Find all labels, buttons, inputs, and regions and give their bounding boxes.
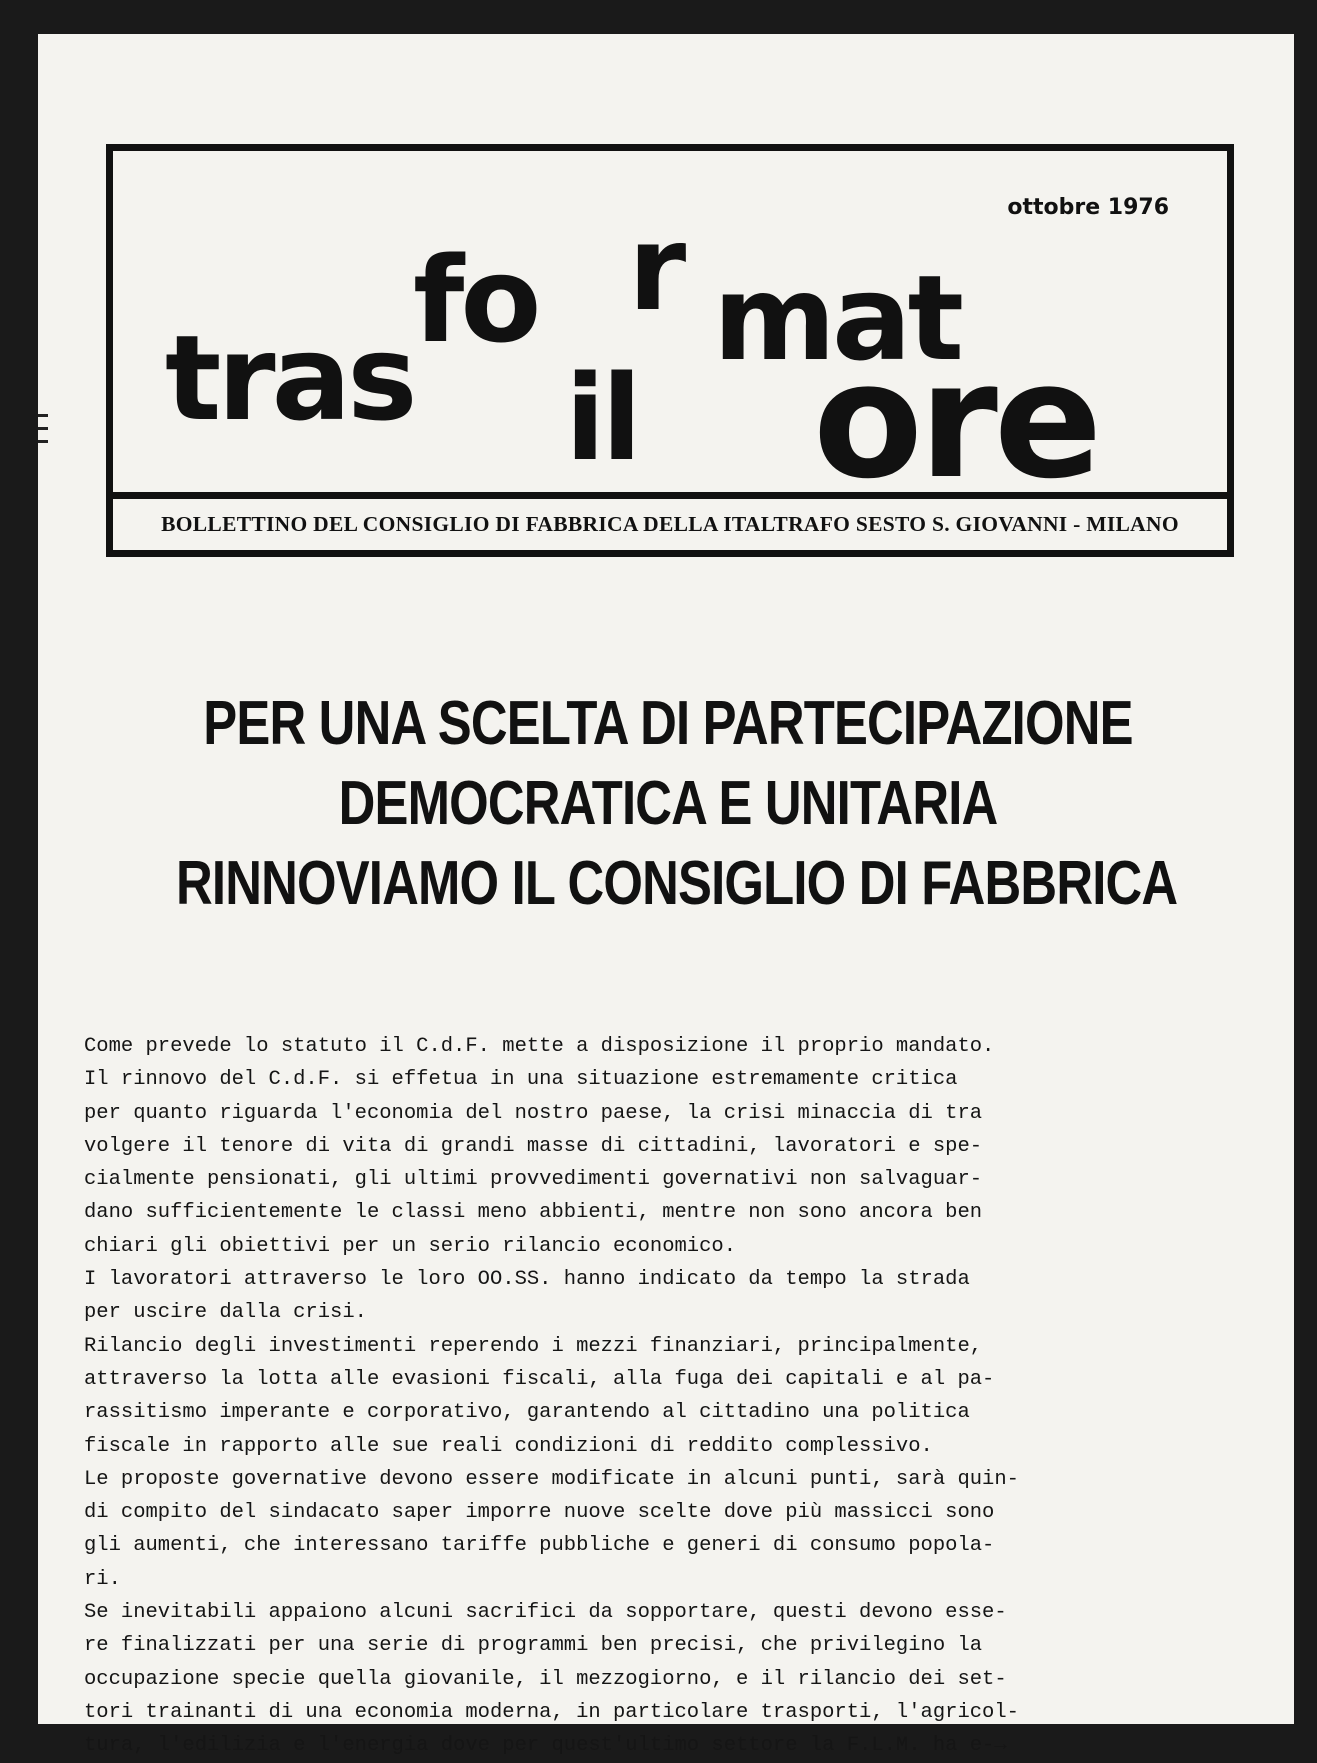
logo-word: mat bbox=[713, 249, 960, 387]
body-line: Come prevede lo statuto il C.d.F. mette a disposizione il proprio mandato. bbox=[84, 1035, 995, 1058]
body-line: per uscire dalla crisi. bbox=[84, 1301, 367, 1325]
body-line: Le proposte governative devono essere modificate in alcuni punti, sarà quin- bbox=[84, 1467, 1019, 1491]
body-line: rassitismo imperante e corporativo, garantendo al cittadino una politica bbox=[84, 1401, 970, 1425]
margin-marks bbox=[38, 414, 50, 453]
headline-line: PER UNA SCELTA DI PARTECIPAZIONE bbox=[203, 689, 1133, 758]
headline-line: RINNOVIAMO IL CONSIGLIO DI FABBRICA bbox=[176, 849, 1178, 918]
bulletin-subtitle: BOLLETTINO DEL CONSIGLIO DI FABBRICA DELLA ITALTRAFO SESTO S. GIOVANNI - MILANO bbox=[161, 512, 1179, 536]
body-line: di compito del sindacato saper imporre nuove scelte dove più massicci sono bbox=[84, 1501, 995, 1525]
body-line: cialmente pensionati, gli ultimi provvedimenti governativi non salvaguar- bbox=[84, 1168, 983, 1192]
body-line-last bbox=[84, 1729, 1254, 1762]
body-line: ri. bbox=[84, 1567, 121, 1591]
issue-date: ottobre 1976 bbox=[1007, 195, 1169, 220]
body-line: Se inevitabili appaiono alcuni sacrifici da sopportare, questi devono esse- bbox=[84, 1601, 1007, 1625]
headline-line: DEMOCRATICA E UNITARIA bbox=[338, 769, 998, 838]
logo-word: r bbox=[628, 199, 683, 337]
logo-word: il bbox=[565, 349, 638, 487]
logo-word: ore bbox=[813, 327, 1099, 514]
continue-arrow-icon: → bbox=[994, 1734, 1007, 1758]
body-line: chiari gli obiettivi per un serio rilancio economico. bbox=[84, 1234, 737, 1258]
body-line: tori trainanti di una economia moderna, in particolare trasporti, l'agricol- bbox=[84, 1700, 1019, 1724]
body-line: Rilancio degli investimenti reperendo i mezzi finanziari, principalmente, bbox=[84, 1334, 983, 1358]
subtitle-banner bbox=[106, 499, 1234, 557]
body-line: I lavoratori attraverso le loro OO.SS. hanno indicato da tempo la strada bbox=[84, 1268, 970, 1292]
logo-word: tras bbox=[165, 309, 414, 447]
document-page bbox=[38, 34, 1294, 1758]
article-body bbox=[84, 1030, 1254, 1763]
body-line: attraverso la lotta alle evasioni fiscali, alla fuga dei capitali e al pa- bbox=[84, 1367, 995, 1391]
body-line: per quanto riguarda l'economia del nostro paese, la crisi minaccia di tra bbox=[84, 1101, 983, 1125]
body-line: fiscale in rapporto alle sue reali condizioni di reddito complessivo. bbox=[84, 1434, 933, 1458]
masthead bbox=[106, 144, 1234, 514]
body-line: Il rinnovo del C.d.F. si effetua in una situazione estremamente critica bbox=[84, 1068, 958, 1092]
headline bbox=[176, 684, 1178, 924]
body-line: re finalizzati per una serie di programmi ben precisi, che privilegino la bbox=[84, 1634, 983, 1658]
body-line: tura, l'edilizia e l'energia dove per quest'ultimo settore la F.L.M. ha e- bbox=[84, 1734, 995, 1758]
logo-word: fo bbox=[413, 231, 538, 369]
body-line: gli aumenti, che interessano tariffe pubbliche e generi di consumo popola- bbox=[84, 1534, 995, 1558]
body-line: occupazione specie quella giovanile, il mezzogiorno, e il rilancio dei set- bbox=[84, 1667, 1007, 1691]
body-line: volgere il tenore di vita di grandi masse di cittadini, lavoratori e spe- bbox=[84, 1134, 983, 1158]
body-line: dano sufficientemente le classi meno abbienti, mentre non sono ancora ben bbox=[84, 1201, 983, 1225]
